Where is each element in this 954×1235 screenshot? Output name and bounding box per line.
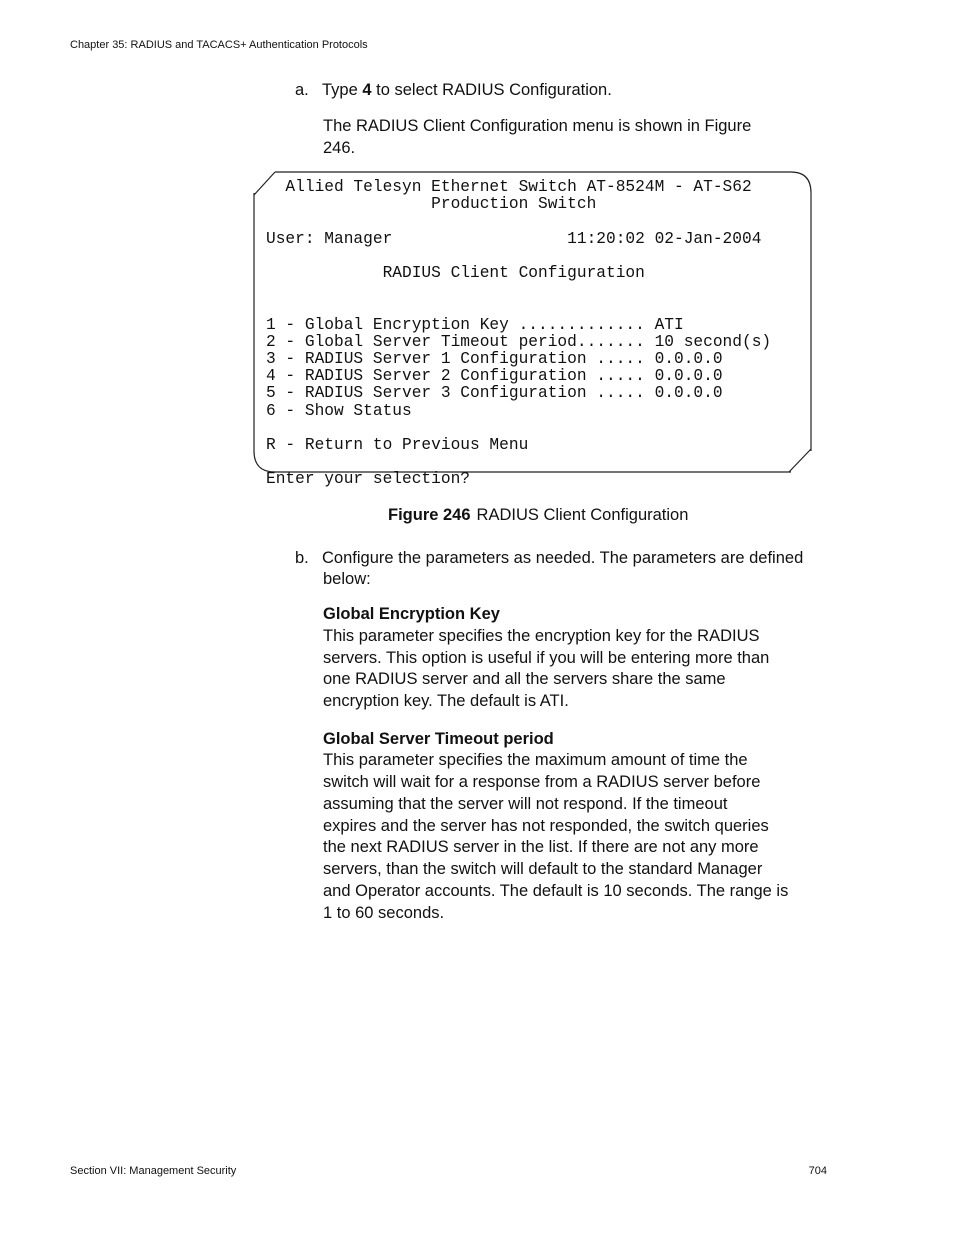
param-desc-line: and Operator accounts. The default is 10 seconds. The range is: [323, 882, 789, 900]
terminal-text: [266, 179, 771, 489]
step-a-text-before: Type: [322, 81, 363, 99]
terminal-screen: [253, 171, 812, 489]
step-b-marker: b.: [295, 549, 309, 567]
terminal-line: User: Manager 11:20:02 02-Jan-2004: [266, 229, 762, 248]
param-desc-line: servers. This option is useful if you will be entering more than: [323, 649, 770, 667]
terminal-line: 2 - Global Server Timeout period....... 10 second(s): [266, 332, 772, 351]
step-b-line-2: below:: [323, 570, 371, 588]
step-b-line-1: Configure the parameters as needed. The parameters are defined: [322, 549, 804, 567]
param-desc-line: the next RADIUS server in the list. If there are not any more: [323, 838, 759, 856]
param-desc-line: servers, than the switch will default to the standard Manager: [323, 860, 763, 878]
param-heading: Global Encryption Key: [323, 605, 500, 623]
step-a-marker: a.: [295, 81, 309, 99]
figure-caption: [388, 506, 688, 525]
terminal-line: 3 - RADIUS Server 1 Configuration ..... 0.0.0.0: [266, 350, 723, 369]
step-a-text-after: to select RADIUS Configuration.: [371, 81, 612, 99]
param-desc-line: assuming that the server will not respond. If the timeout: [323, 795, 728, 813]
step-a-key: 4: [362, 81, 372, 99]
terminal-line: 6 - Show Status: [266, 401, 412, 420]
terminal-line: RADIUS Client Configuration: [266, 264, 645, 283]
param-desc-line: 1 to 60 seconds.: [323, 904, 445, 922]
param-desc-line: switch will wait for a response from a RADIUS server before: [323, 773, 761, 791]
figure-label: Figure 246: [388, 506, 471, 524]
param-desc-line: one RADIUS server and all the servers share the same: [323, 670, 726, 688]
terminal-line: R - Return to Previous Menu: [266, 436, 529, 455]
running-footer: Section VII: Management Security: [70, 1165, 237, 1177]
terminal-line: 4 - RADIUS Server 2 Configuration ..... 0.0.0.0: [266, 367, 723, 386]
param-heading: Global Server Timeout period: [323, 730, 554, 748]
step-a-follow-line-1: The RADIUS Client Configuration menu is shown in Figure: [323, 117, 752, 135]
param-desc-line: This parameter specifies the encryption key for the RADIUS: [323, 627, 760, 645]
terminal-line: Allied Telesyn Ethernet Switch AT-8524M - AT-S62: [266, 178, 752, 196]
page-number: 704: [808, 1165, 827, 1177]
terminal-line: Enter your selection?: [266, 470, 470, 489]
param-desc-line: expires and the server has not responded, the switch queries: [323, 817, 769, 835]
running-header: Chapter 35: RADIUS and TACACS+ Authentication Protocols: [70, 39, 368, 51]
terminal-line: 1 - Global Encryption Key ............. ATI: [266, 315, 684, 334]
terminal-line: 5 - RADIUS Server 3 Configuration ..... 0.0.0.0: [266, 384, 723, 403]
step-a-text: [322, 79, 612, 101]
param-desc-line: This parameter specifies the maximum amount of time the: [323, 751, 748, 769]
figure-title: RADIUS Client Configuration: [476, 506, 689, 524]
step-a-follow-line-2: 246.: [323, 139, 356, 157]
terminal-line: Production Switch: [266, 195, 597, 214]
param-desc-line: encryption key. The default is ATI.: [323, 692, 569, 710]
